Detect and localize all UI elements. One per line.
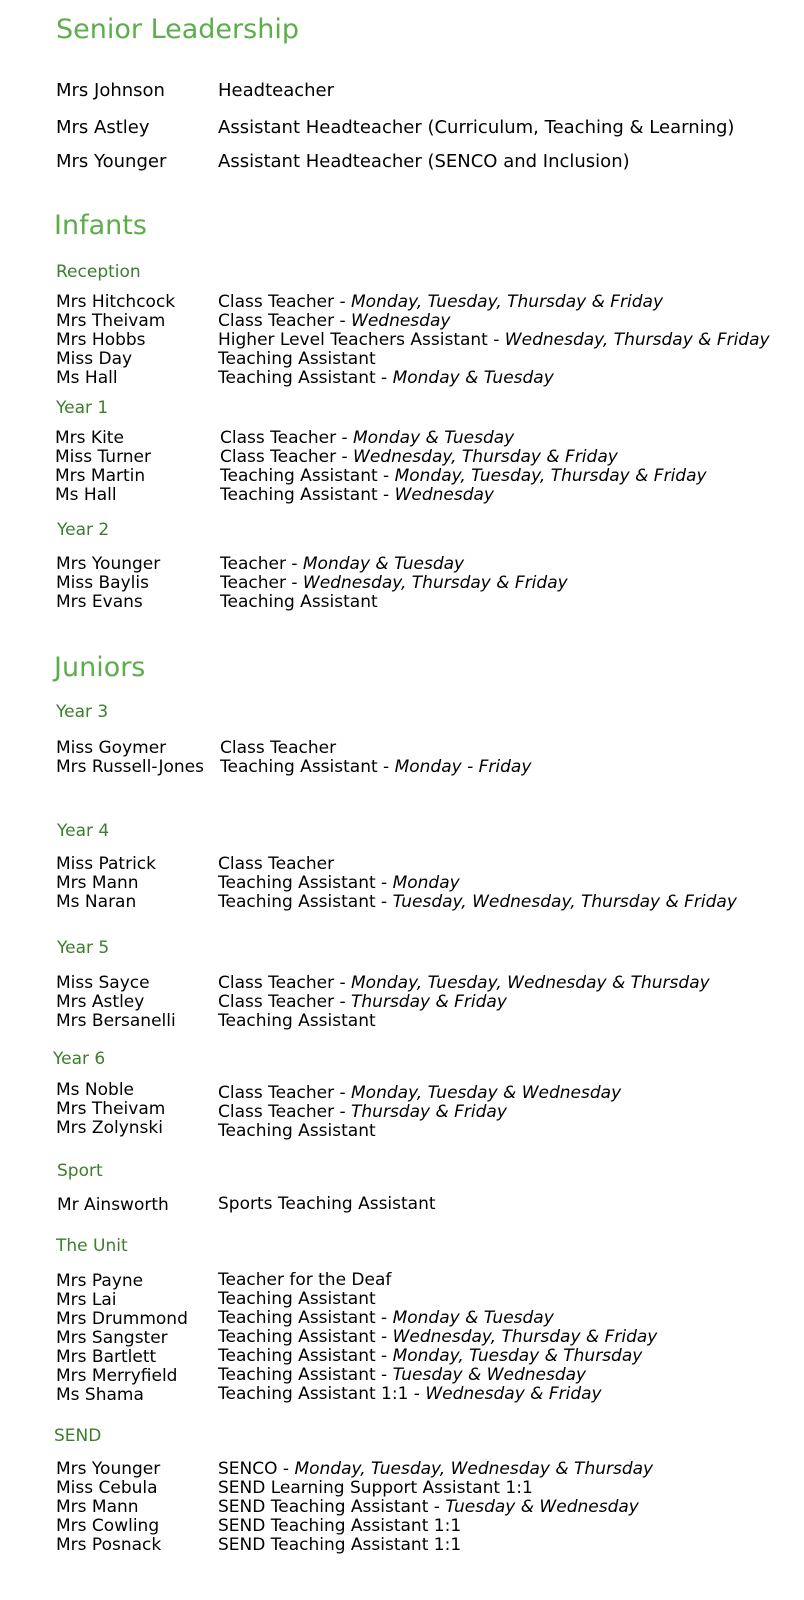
staff-role: Class Teacher - Thursday & Friday bbox=[218, 992, 507, 1012]
staff-role: Teaching Assistant 1:1 - Wednesday & Friday bbox=[218, 1384, 602, 1404]
group-title-year-4: Year 4 bbox=[57, 821, 110, 841]
staff-name: Ms Hall bbox=[56, 368, 118, 388]
staff-role: Teaching Assistant - Monday bbox=[218, 873, 460, 893]
staff-name: Mrs Theivam bbox=[56, 1099, 166, 1119]
staff-role: Teaching Assistant - Wednesday bbox=[220, 485, 494, 505]
staff-name: Ms Shama bbox=[56, 1385, 144, 1405]
staff-name: Mrs Russell-Jones bbox=[56, 757, 204, 777]
staff-name: Miss Day bbox=[56, 349, 133, 369]
staff-name: Mrs Kite bbox=[55, 428, 124, 448]
staff-role: SEND Teaching Assistant - Tuesday & Wednesday bbox=[218, 1497, 639, 1517]
group-title-sport: Sport bbox=[57, 1161, 103, 1181]
staff-name: Miss Patrick bbox=[56, 854, 156, 874]
staff-role: Teaching Assistant - Monday & Tuesday bbox=[218, 1308, 554, 1328]
staff-role: Teacher - Monday & Tuesday bbox=[220, 554, 465, 574]
staff-role: Sports Teaching Assistant bbox=[218, 1194, 436, 1214]
staff-role: Teacher for the Deaf bbox=[218, 1270, 392, 1290]
staff-name: Miss Baylis bbox=[56, 573, 149, 593]
staff-name: Mrs Theivam bbox=[56, 311, 166, 331]
group-title-year-1: Year 1 bbox=[56, 398, 109, 418]
group-title-year-6: Year 6 bbox=[53, 1049, 106, 1069]
staff-name: Mrs Cowling bbox=[56, 1516, 160, 1536]
group-title-send: SEND bbox=[54, 1426, 102, 1446]
staff-role: Teaching Assistant - Monday - Friday bbox=[220, 757, 532, 777]
staff-name: Mrs Lai bbox=[56, 1290, 117, 1310]
section-title-infants: Infants bbox=[54, 210, 147, 241]
staff-role: SEND Teaching Assistant 1:1 bbox=[218, 1535, 462, 1555]
staff-name: Mrs Payne bbox=[56, 1271, 144, 1291]
staff-role: Teaching Assistant bbox=[218, 1121, 376, 1141]
staff-role: Class Teacher - Wednesday bbox=[218, 311, 451, 331]
staff-role: Teaching Assistant - Wednesday, Thursday & Friday bbox=[218, 1327, 658, 1347]
staff-name: Mrs Mann bbox=[56, 1497, 139, 1517]
staff-role: SEND Learning Support Assistant 1:1 bbox=[218, 1478, 533, 1498]
group-title-year-2: Year 2 bbox=[57, 520, 110, 540]
staff-role: Class Teacher bbox=[218, 854, 335, 874]
staff-name: Mrs Hobbs bbox=[56, 330, 146, 350]
staff-name: Ms Hall bbox=[55, 485, 117, 505]
staff-name: Mrs Astley bbox=[56, 992, 145, 1012]
staff-name: Mrs Posnack bbox=[56, 1535, 162, 1555]
section-title-juniors: Juniors bbox=[54, 652, 146, 683]
staff-name: Mrs Bersanelli bbox=[56, 1011, 176, 1031]
staff-name: Miss Cebula bbox=[56, 1478, 158, 1498]
staff-role: Teacher - Wednesday, Thursday & Friday bbox=[220, 573, 568, 593]
staff-role: Class Teacher - Monday, Tuesday & Wednesday bbox=[218, 1083, 622, 1103]
staff-role: Class Teacher - Wednesday, Thursday & Friday bbox=[220, 447, 618, 467]
staff-name: Miss Turner bbox=[55, 447, 151, 467]
staff-name: Mrs Younger bbox=[56, 1459, 161, 1479]
staff-role: Teaching Assistant bbox=[220, 592, 378, 612]
staff-role: Teaching Assistant - Monday & Tuesday bbox=[218, 368, 554, 388]
staff-name: Ms Noble bbox=[56, 1080, 135, 1100]
staff-role: SEND Teaching Assistant 1:1 bbox=[218, 1516, 462, 1536]
staff-name: Mrs Hitchcock bbox=[56, 292, 176, 312]
staff-name: Miss Sayce bbox=[56, 973, 150, 993]
staff-role: Class Teacher - Monday & Tuesday bbox=[220, 428, 515, 448]
group-title-year-3: Year 3 bbox=[56, 702, 109, 722]
staff-name: Mrs Johnson bbox=[56, 80, 165, 101]
staff-role: SENCO - Monday, Tuesday, Wednesday & Thursday bbox=[218, 1459, 654, 1479]
staff-name: Mr Ainsworth bbox=[57, 1195, 169, 1215]
staff-role: Teaching Assistant - Tuesday, Wednesday, Thursday & Friday bbox=[218, 892, 737, 912]
staff-name: Mrs Bartlett bbox=[56, 1347, 157, 1367]
staff-name: Mrs Younger bbox=[56, 554, 161, 574]
staff-name: Miss Goymer bbox=[56, 738, 167, 758]
staff-name: Mrs Mann bbox=[56, 873, 139, 893]
staff-role: Class Teacher - Monday, Tuesday, Wednesday & Thursday bbox=[218, 973, 710, 993]
group-title-year-5: Year 5 bbox=[57, 938, 110, 958]
staff-name: Mrs Younger bbox=[56, 151, 167, 172]
staff-name: Mrs Drummond bbox=[56, 1309, 188, 1329]
staff-name: Mrs Evans bbox=[56, 592, 143, 612]
staff-role: Headteacher bbox=[218, 80, 335, 101]
staff-role: Teaching Assistant - Monday, Tuesday, Thursday & Friday bbox=[220, 466, 707, 486]
staff-role: Teaching Assistant bbox=[218, 1011, 376, 1031]
staff-role: Teaching Assistant bbox=[218, 1289, 376, 1309]
staff-role: Class Teacher bbox=[220, 738, 337, 758]
staff-name: Mrs Merryfield bbox=[56, 1366, 178, 1386]
staff-role: Higher Level Teachers Assistant - Wednesday, Thursday & Friday bbox=[218, 330, 770, 350]
section-title-senior-leadership: Senior Leadership bbox=[56, 14, 299, 45]
staff-role: Teaching Assistant bbox=[218, 349, 376, 369]
staff-name: Mrs Martin bbox=[55, 466, 146, 486]
staff-role: Teaching Assistant - Monday, Tuesday & Thursday bbox=[218, 1346, 643, 1366]
staff-role: Assistant Headteacher (SENCO and Inclusion) bbox=[218, 151, 630, 172]
staff-role: Teaching Assistant - Tuesday & Wednesday bbox=[218, 1365, 587, 1385]
staff-name: Mrs Astley bbox=[56, 117, 150, 138]
staff-role: Class Teacher - Monday, Tuesday, Thursday & Friday bbox=[218, 292, 664, 312]
staff-name: Ms Naran bbox=[56, 892, 137, 912]
staff-name: Mrs Zolynski bbox=[56, 1118, 163, 1138]
group-title-the-unit: The Unit bbox=[56, 1236, 128, 1256]
staff-role: Assistant Headteacher (Curriculum, Teaching & Learning) bbox=[218, 117, 735, 138]
staff-role: Class Teacher - Thursday & Friday bbox=[218, 1102, 507, 1122]
staff-name: Mrs Sangster bbox=[56, 1328, 168, 1348]
group-title-reception: Reception bbox=[56, 262, 141, 282]
